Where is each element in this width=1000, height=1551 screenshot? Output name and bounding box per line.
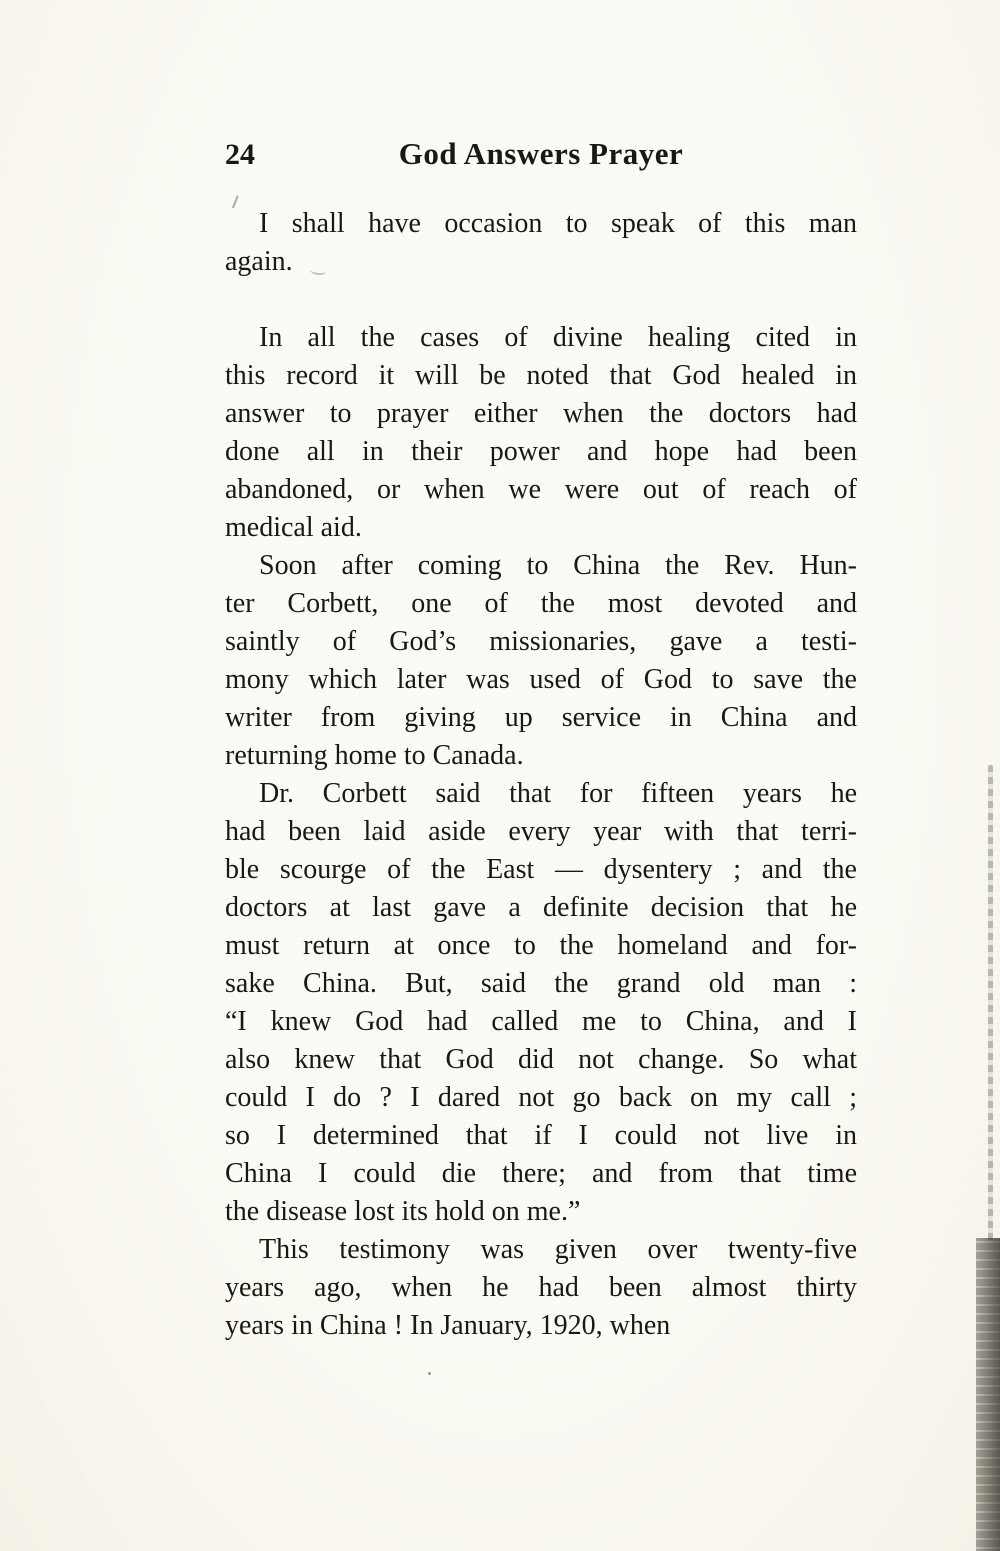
text-line: could I do ? I dared not go back on my call ; [225,1082,857,1113]
text-line: so I determined that if I could not live in [225,1120,857,1151]
text-line: abandoned, or when we were out of reach of [225,474,857,505]
text-line: This testimony was given over twenty-five [259,1234,857,1265]
text-line: years in China ! In January, 1920, when [225,1310,671,1341]
text-line: years ago, when he had been almost thirty [225,1272,857,1303]
text-line: China I could die there; and from that time [225,1158,857,1189]
text-line: medical aid. [225,512,362,543]
text-line: had been laid aside every year with that terri- [225,816,857,847]
text-line: answer to prayer either when the doctors had [225,398,857,429]
body-text [225,205,857,1345]
text-line: In all the cases of divine healing cited in [259,322,857,353]
text-line: ter Corbett, one of the most devoted and [225,588,857,619]
scan-edge-streak [988,765,993,1240]
text-line: done all in their power and hope had been [225,436,857,467]
text-line: returning home to Canada. [225,740,524,771]
paragraph [225,775,857,1231]
text-line: saintly of God’s missionaries, gave a testi- [225,626,857,657]
text-line: again. [225,246,293,277]
paragraph [225,547,857,775]
scan-binding-shadow [976,1238,1000,1551]
text-line: Soon after coming to China the Rev. Hun- [259,550,857,581]
text-line: this record it will be noted that God healed in [225,360,857,391]
text-line: doctors at last gave a definite decision that he [225,892,857,923]
text-line: writer from giving up service in China and [225,702,857,733]
running-header [225,136,857,172]
text-line: sake China. But, said the grand old man : [225,968,857,999]
text-line: also knew that God did not change. So what [225,1044,857,1075]
paragraph [225,319,857,547]
text-line: I shall have occasion to speak of this man [259,208,857,239]
text-line: “I knew God had called me to China, and I [225,1006,857,1037]
text-line: Dr. Corbett said that for fifteen years he [259,778,857,809]
text-line: mony which later was used of God to save the [225,664,857,695]
scan-speck [428,1372,431,1375]
page-number: 24 [225,138,255,171]
paragraph [225,1231,857,1345]
text-line: ble scourge of the East — dysentery ; and the [225,854,857,885]
text-line: the disease lost its hold on me.” [225,1196,581,1227]
text-line: must return at once to the homeland and for- [225,930,857,961]
running-title: God Answers Prayer [398,136,684,171]
